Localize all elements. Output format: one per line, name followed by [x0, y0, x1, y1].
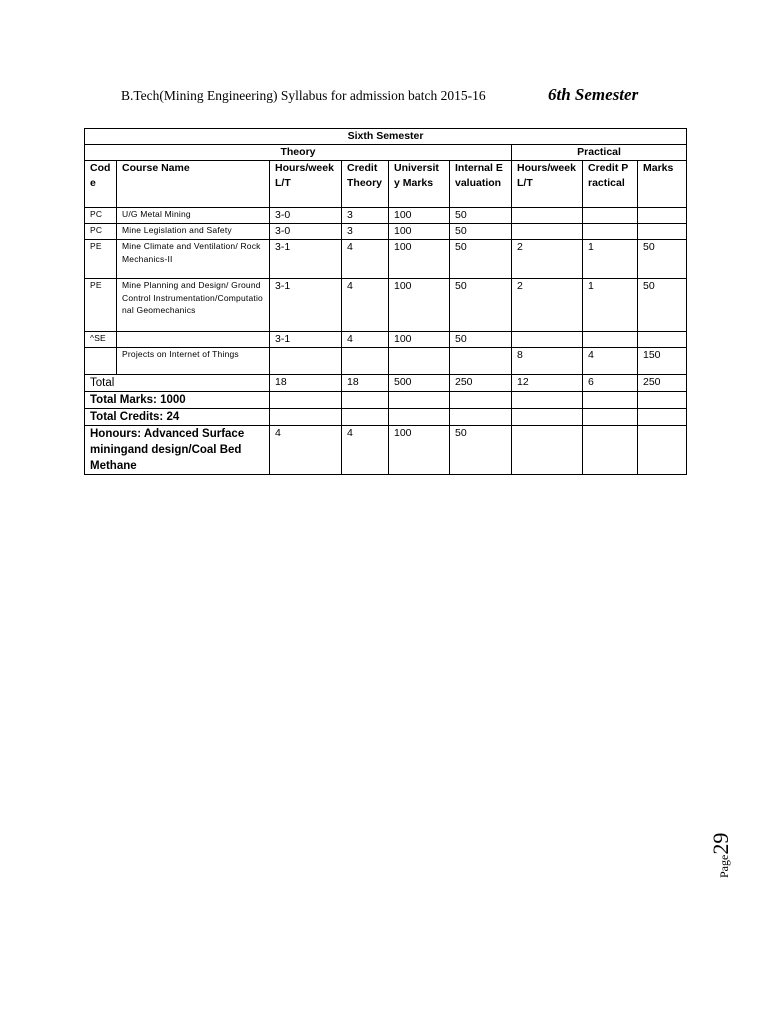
table-cell: 100: [389, 224, 450, 240]
table-cell: [638, 224, 687, 240]
table-cell: 150: [638, 348, 687, 375]
theory-group-header: Theory: [85, 145, 512, 161]
table-cell: [512, 208, 583, 224]
table-cell: 50: [450, 426, 512, 475]
semester-title: 6th Semester: [548, 85, 639, 104]
table-cell: 50: [450, 224, 512, 240]
page-number: [708, 833, 734, 878]
column-header: Marks: [638, 161, 687, 208]
table-cell: 100: [389, 279, 450, 332]
document-header-title: B.Tech(Mining Engineering) Syllabus for admission batch 2015-16: [121, 88, 486, 103]
table-cell: 3: [342, 208, 389, 224]
table-cell: 4: [342, 279, 389, 332]
syllabus-table: [84, 128, 687, 475]
course-name: Mine Planning and Design/ Ground Control Instrumentation/Computational Geomechanics: [117, 279, 270, 332]
table-cell: 250: [450, 375, 512, 392]
honours-course: Honours: Advanced Surface miningand design/Coal Bed Methane: [85, 426, 270, 475]
table-row: [85, 348, 687, 375]
table-cell: 50: [450, 279, 512, 332]
table-cell: 4: [583, 348, 638, 375]
table-cell: 50: [638, 279, 687, 332]
table-caption: Sixth Semester: [85, 129, 687, 145]
course-name: Mine Climate and Ventilation/ Rock Mechanics-II: [117, 240, 270, 279]
column-header: Code: [85, 161, 117, 208]
table-cell: 18: [342, 375, 389, 392]
table-cell: 1: [583, 279, 638, 332]
table-caption-row: [85, 129, 687, 145]
course-name: [117, 332, 270, 348]
table-cell: [638, 332, 687, 348]
table-header-row: [85, 161, 687, 208]
table-cell: 4: [342, 426, 389, 475]
table-cell: 18: [270, 375, 342, 392]
table-cell: 100: [389, 240, 450, 279]
table-cell: 8: [512, 348, 583, 375]
table-cell: 50: [450, 240, 512, 279]
table-cell: 50: [450, 208, 512, 224]
column-header: Hours/week L/T: [270, 161, 342, 208]
table-row: [85, 279, 687, 332]
total-row: [85, 375, 687, 392]
practical-group-header: Practical: [512, 145, 687, 161]
table-cell: 100: [389, 332, 450, 348]
course-name: U/G Metal Mining: [117, 208, 270, 224]
column-header: Credit Practical: [583, 161, 638, 208]
column-header: Internal Evaluation: [450, 161, 512, 208]
table-row: [85, 332, 687, 348]
total-marks: Total Marks: 1000: [85, 392, 270, 409]
table-cell: 100: [389, 426, 450, 475]
page-number-value: 29: [708, 832, 733, 855]
table-cell: [512, 224, 583, 240]
table-cell: 100: [389, 208, 450, 224]
table-cell: [270, 348, 342, 375]
table-cell: [583, 332, 638, 348]
course-code: PE: [85, 279, 117, 332]
table-row: [85, 224, 687, 240]
table-cell: 250: [638, 375, 687, 392]
table-cell: [450, 348, 512, 375]
course-name: Mine Legislation and Safety: [117, 224, 270, 240]
table-cell: 50: [638, 240, 687, 279]
table-cell: [512, 332, 583, 348]
table-cell: [583, 208, 638, 224]
column-header: Course Name: [117, 161, 270, 208]
table-cell: [638, 208, 687, 224]
table-cell: 3-0: [270, 208, 342, 224]
table-cell: [342, 348, 389, 375]
table-cell: 6: [583, 375, 638, 392]
total-credits-row: [85, 409, 687, 426]
course-name: Projects on Internet of Things: [117, 348, 270, 375]
total-label: Total: [85, 375, 270, 392]
table-cell: [389, 348, 450, 375]
table-cell: 2: [512, 240, 583, 279]
table-cell: 1: [583, 240, 638, 279]
table-group-row: [85, 145, 687, 161]
table-cell: 3: [342, 224, 389, 240]
table-cell: 4: [342, 240, 389, 279]
table-cell: 3-0: [270, 224, 342, 240]
course-code: ^SE: [85, 332, 117, 348]
table-cell: 2: [512, 279, 583, 332]
page-word: Page: [717, 854, 731, 878]
total-marks-row: [85, 392, 687, 409]
table-cell: 4: [342, 332, 389, 348]
table-cell: 3-1: [270, 332, 342, 348]
column-header: Credit Theory: [342, 161, 389, 208]
total-credits: Total Credits: 24: [85, 409, 270, 426]
course-code: PE: [85, 240, 117, 279]
table-row: [85, 208, 687, 224]
course-code: [85, 348, 117, 375]
column-header: University Marks: [389, 161, 450, 208]
course-code: PC: [85, 208, 117, 224]
table-cell: 3-1: [270, 279, 342, 332]
table-cell: 4: [270, 426, 342, 475]
column-header: Hours/week L/T: [512, 161, 583, 208]
table-cell: 50: [450, 332, 512, 348]
table-cell: 12: [512, 375, 583, 392]
table-cell: 3-1: [270, 240, 342, 279]
table-cell: [583, 224, 638, 240]
honours-row: [85, 426, 687, 475]
course-code: PC: [85, 224, 117, 240]
table-cell: 500: [389, 375, 450, 392]
table-row: [85, 240, 687, 279]
